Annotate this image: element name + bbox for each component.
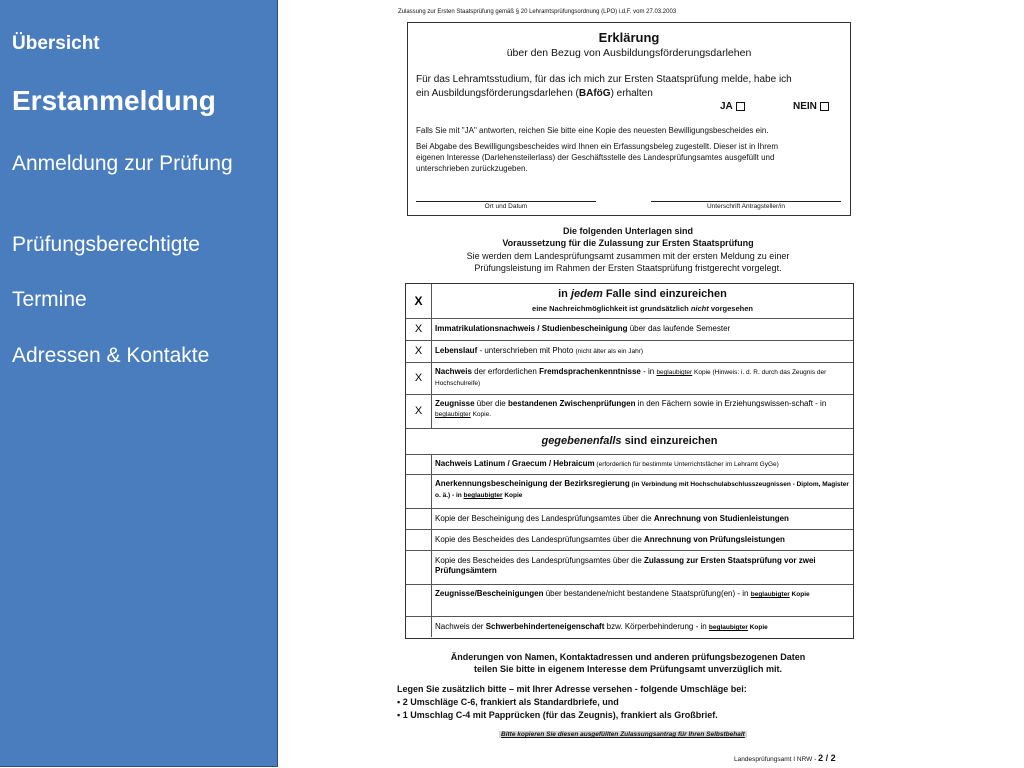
declaration-text-3c: unterschrieben zurückzugeben. [416,164,528,173]
declaration-subtitle: über den Bezug von Ausbildungsförderungsdarlehen [506,47,752,59]
row-x-mark [406,550,432,584]
sidebar [0,0,278,767]
row-x-mark [406,474,432,508]
answer-nein[interactable]: NEIN [793,101,829,112]
requirements-heading-1: Die folgenden Unterlagen sind [562,226,693,236]
requirements-table [405,283,854,639]
table-row [406,394,853,429]
requirements-sub-1: Sie werden dem Landesprüfungsamt zusammen mit der ersten Meldung zu einer [466,251,790,261]
table-row [406,616,853,637]
table-header-row [406,284,853,319]
table-row [406,529,853,551]
declaration-text-3b: eigenen Interesse (Darlehensteilerlass) der Geschäftsstelle des Landesprüfungsamtes ausgefüllt und [416,153,775,162]
declaration-text-3a: Bei Abgabe des Bewilligungsbescheides wird Ihnen ein Erfassungsbeleg zugestellt. Dieser ist in Ihrem [416,142,778,151]
requirements-sub-2: Prüfungsleistung im Rahmen der Ersten Staatsprüfung fristgerecht vorgelegt. [474,263,782,273]
table-row [406,474,853,509]
row-x-mark [406,454,432,474]
row-x-mark: X [406,340,432,362]
nav-item-erstanmeldung[interactable]: Erstanmeldung [12,85,216,116]
row-text: Nachweis Latinum / Graecum / Hebraicum (erforderlich für bestimmte Unterrichtsfächer im Lehramt GyGe) [435,459,779,468]
nav-item-pruefungsberechtigte[interactable]: Prüfungsberechtigte [12,233,200,256]
row-text: Lebenslauf - unterschrieben mit Photo (nicht älter als ein Jahr) [435,346,644,355]
row-x-mark [406,616,432,637]
nav-item-uebersicht[interactable]: Übersicht [12,33,100,54]
table-row [406,340,853,363]
envelopes-note-2: ▪ 2 Umschläge C-6, frankiert als Standardbriefe, und [397,697,619,707]
table-header-title: in jedem Falle sind einzureichen [558,288,727,300]
row-text: Anerkennungsbescheinigung der Bezirksregierung (in Verbindung mit Hochschulabschlusszeugnissen - Diplom, Magister o. ä.) - in beglaubigter Kopie [435,479,849,499]
row-text: Kopie der Bescheinigung des Landesprüfungsamtes über die Anrechnung von Studienleistungen [435,514,789,523]
nav-item-termine[interactable]: Termine [12,288,87,311]
declaration-box [407,22,851,216]
row-x-mark [406,529,432,550]
table-header-sub: eine Nachreichmöglichkeit ist grundsätzlich nicht vorgesehen [532,304,753,313]
row-x-mark [406,508,432,529]
signature-line-left [416,201,596,202]
changes-note-1: Änderungen von Namen, Kontaktadressen und anderen prüfungsbezogenen Daten [450,652,806,662]
table-row [406,318,853,341]
signature-line-right [651,201,841,202]
answer-ja[interactable]: JA [720,101,745,112]
row-text: Zeugnisse über die bestandenen Zwischenprüfungen in den Fächern sowie in Erziehungswissen-schaft - in beglaubigter Kopie. [435,399,827,418]
document-header-line: Zulassung zur Ersten Staatsprüfung gemäß § 20 Lehramtsprüfungsordnung (LPO) i.d.F. vom 27.03.2003 [398,9,677,15]
declaration-text-1b: ein Ausbildungsförderungsdarlehen (BAföG) erhalten [416,88,653,99]
envelopes-note-1: Legen Sie zusätzlich bitte – mit Ihrer Adresse versehen - folgende Umschläge bei: [397,684,747,694]
row-text: Nachweis der Schwerbehinderteneigenschaft bzw. Körperbehinderung - in beglaubigter Kopie [435,622,768,631]
table-optional-header [406,428,853,455]
requirements-heading-2: Voraussetzung für die Zulassung zur Ersten Staatsprüfung [502,238,754,248]
table-row [406,550,853,585]
changes-note-2: teilen Sie bitte in eigenem Interesse dem Prüfungsamt unverzüglich mit. [473,664,783,674]
declaration-text-2: Falls Sie mit "JA" antworten, reichen Sie bitte eine Kopie des neuesten Bewilligungsbescheides ein. [416,126,769,135]
row-x-mark: X [406,318,432,340]
page-footer: Landesprüfungsamt I NRW - 2 / 2 [734,753,836,763]
nav-item-anmeldung-zur-pruefung[interactable]: Anmeldung zur Prüfung [12,152,233,175]
table-row [406,584,853,617]
row-text: Immatrikulationsnachweis / Studienbescheinigung über das laufende Semester [435,324,731,333]
row-x-mark: X [406,362,432,394]
envelopes-note-3: ▪ 1 Umschlag C-4 mit Papprücken (für das Zeugnis), frankiert als Großbrief. [397,710,718,720]
nein-checkbox[interactable] [820,102,829,111]
row-text: Kopie des Bescheides des Landesprüfungsamtes über die Zulassung zur Ersten Staatsprüfung vor zwei Prüfungsämtern [435,556,816,575]
table-row [406,362,853,395]
table-row [406,508,853,530]
optional-header-text: gegebenenfalls sind einzureichen [541,435,718,447]
row-x-mark: X [406,394,432,428]
row-text: Kopie des Bescheides des Landesprüfungsamtes über die Anrechnung von Prüfungsleistungen [435,535,785,544]
table-header-x: X [406,284,432,318]
declaration-text-1a: Für das Lehramtsstudium, für das ich mich zur Ersten Staatsprüfung melde, habe ich [416,74,792,85]
table-row [406,454,853,475]
row-text: Zeugnisse/Bescheinigungen über bestandene/nicht bestandene Staatsprüfung(en) - in beglaubigter Kopie [435,589,810,598]
ja-checkbox[interactable] [736,102,745,111]
row-text: Nachweis der erforderlichen Fremdsprachenkenntnisse - in beglaubigter Kopie (Hinweis: i. d. R. durch das Zeugnis der Hochschulreife) [435,367,827,387]
declaration-title: Erklärung [598,30,660,45]
row-x-mark [406,584,432,616]
signature-label-place-date: Ort und Datum [484,203,528,210]
nav-item-adressen-kontakte[interactable]: Adressen & Kontakte [12,344,210,367]
copy-note: Bitte kopieren Sie diesen ausgefüllten Zulassungsantrag für Ihren Selbstbehalt [501,731,745,738]
document-page [280,0,1024,768]
signature-label-applicant: Unterschrift Antragsteller/in [706,203,786,210]
